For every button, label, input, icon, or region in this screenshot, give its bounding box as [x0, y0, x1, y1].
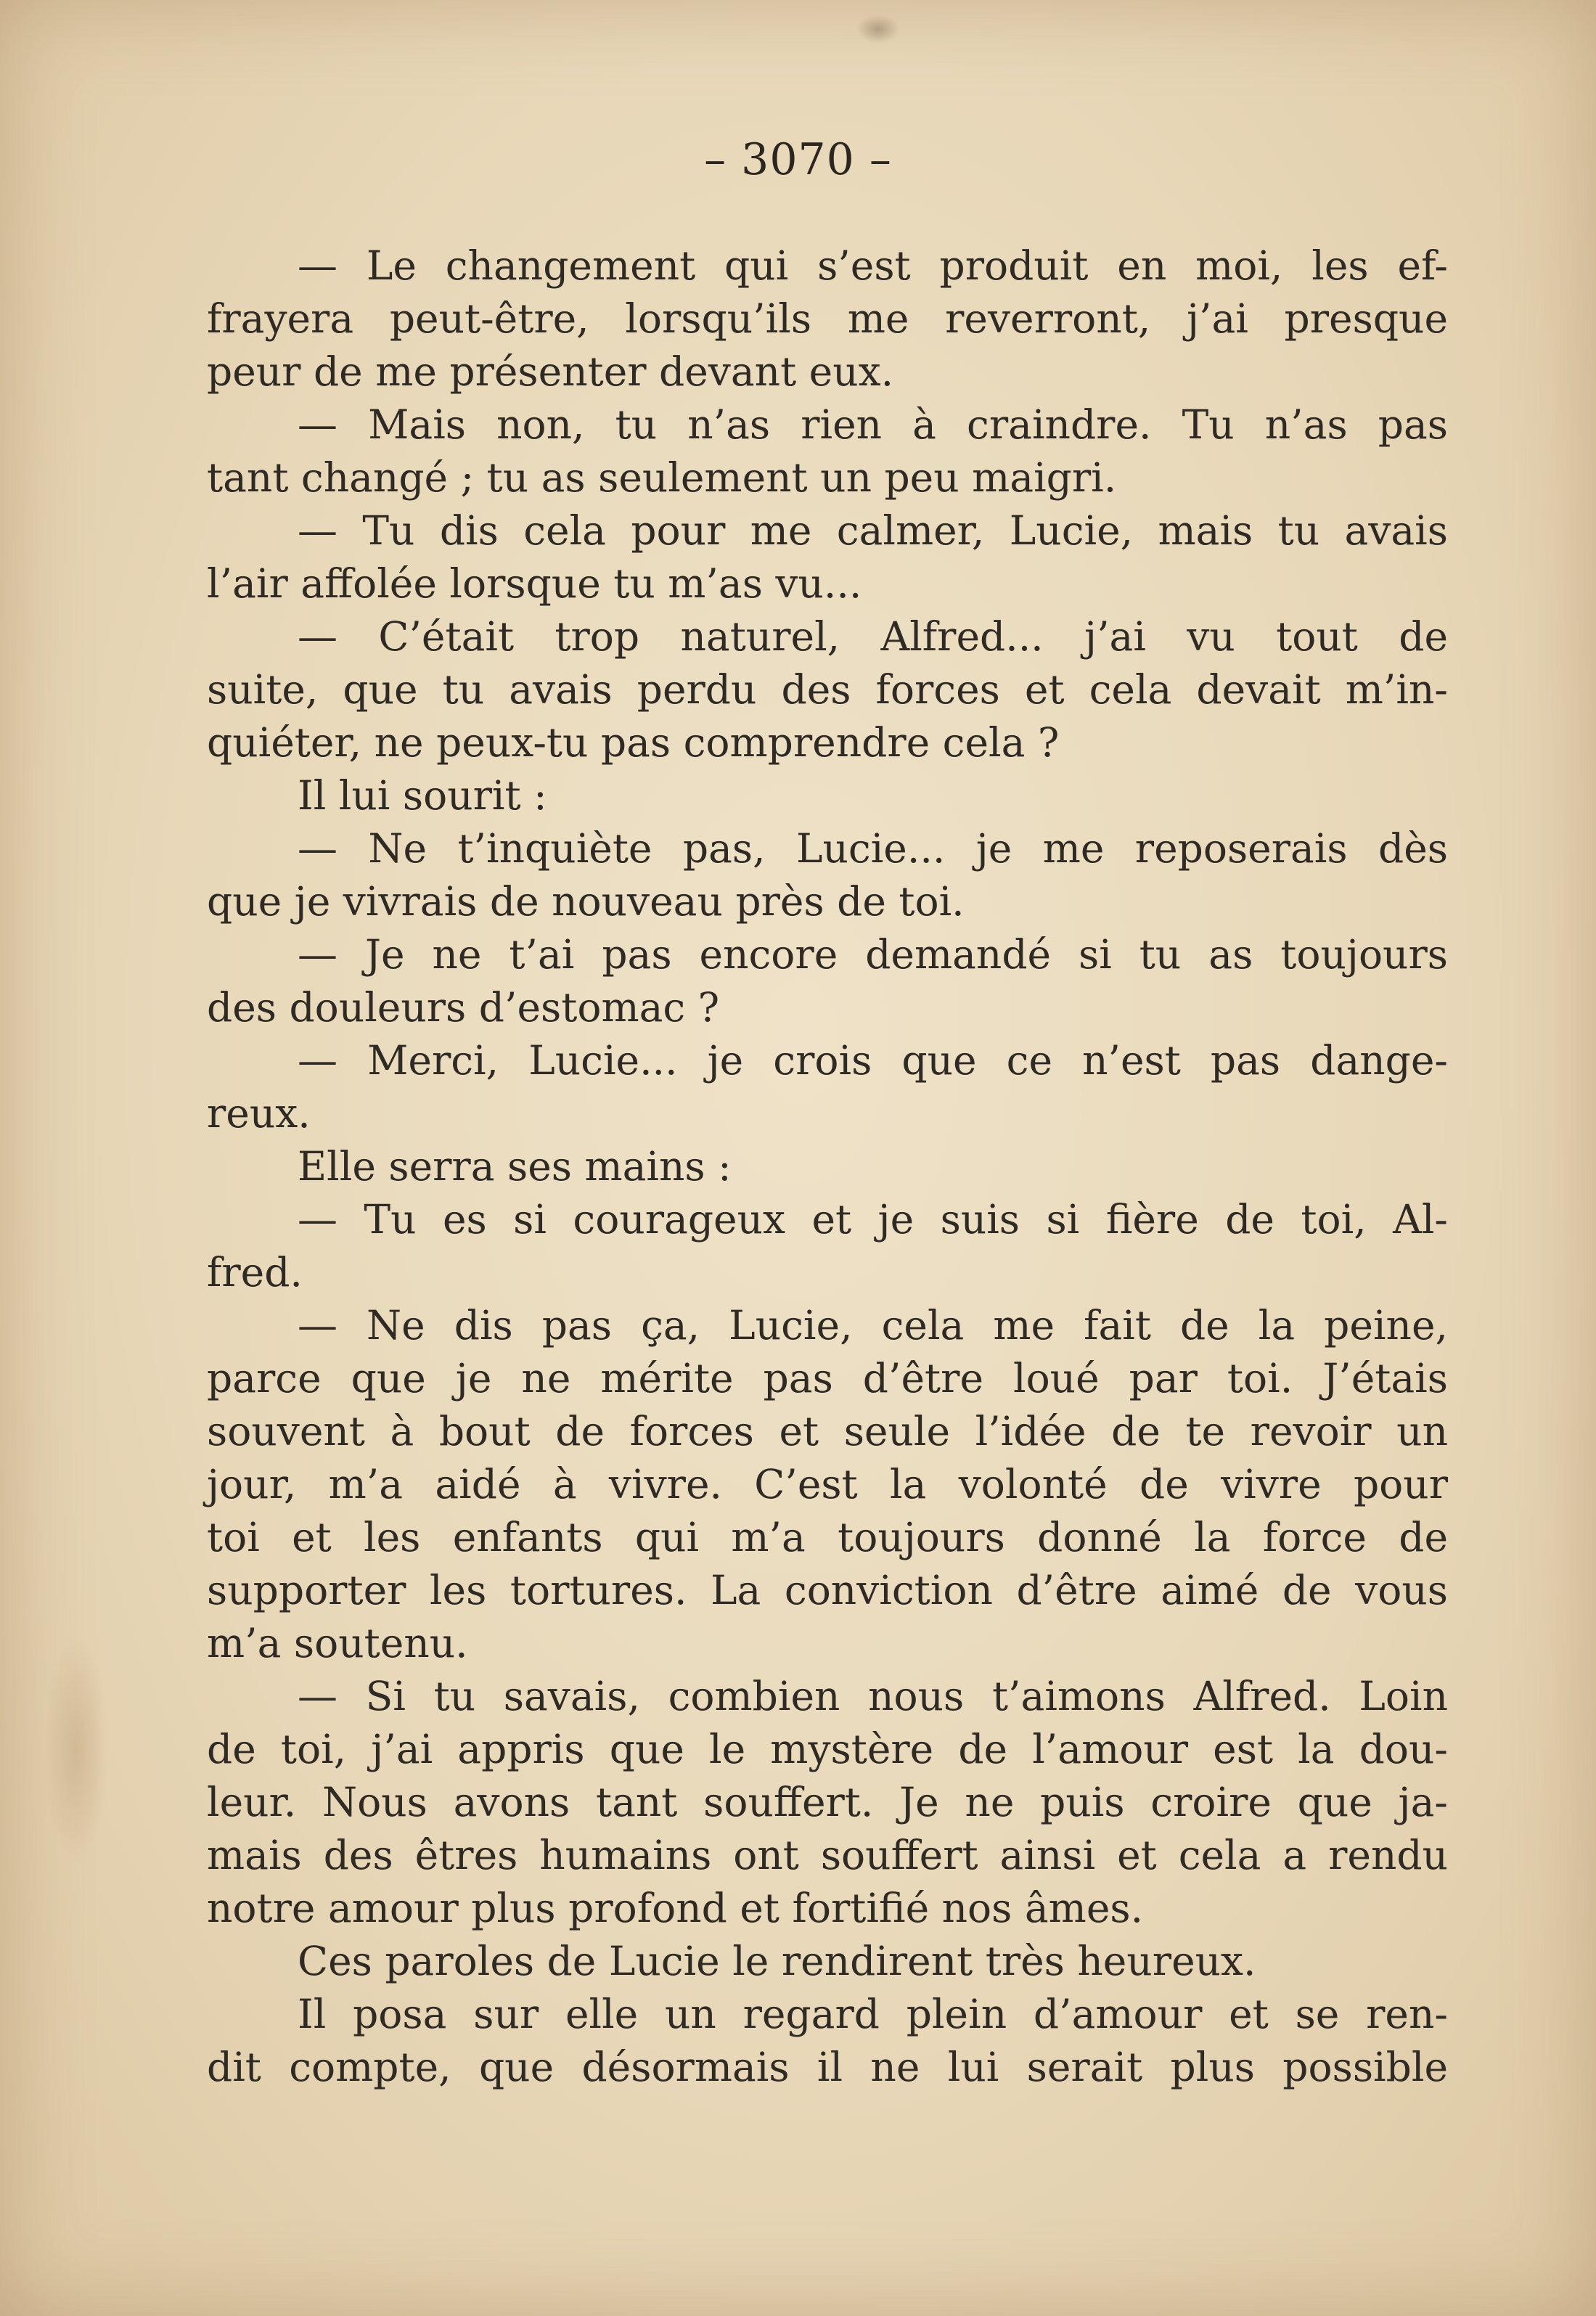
text-line: quiéter, ne peux-tu pas comprendre cela ?	[207, 719, 1060, 766]
text-line: — Mais non, tu n’as rien à craindre. Tu n’as pas	[298, 401, 1448, 448]
text-line: — Le changement qui s’est produit en moi, les ef-	[298, 242, 1448, 289]
text-line: toi et les enfants qui m’a toujours donné la force de	[207, 1514, 1448, 1560]
text-line: souvent à bout de forces et seule l’idée de te revoir un	[207, 1408, 1448, 1454]
text-line: parce que je ne mérite pas d’être loué par toi. J’étais	[207, 1355, 1448, 1402]
text-line: — Si tu savais, combien nous t’aimons Alfred. Loin	[298, 1673, 1448, 1719]
body-text	[207, 240, 1448, 2094]
text-line: notre amour plus profond et fortifié nos âmes.	[207, 1885, 1144, 1931]
text-line: jour, m’a aidé à vivre. C’est la volonté de vivre pour	[207, 1461, 1448, 1507]
text-line: fred.	[207, 1249, 303, 1296]
text-line: tant changé ; tu as seulement un peu maigri.	[207, 454, 1117, 501]
text-line: supporter les tortures. La conviction d’être aimé de vous	[207, 1567, 1448, 1613]
text-line: — C’était trop naturel, Alfred... j’ai vu tout de	[298, 613, 1448, 660]
text-line: — Je ne t’ai pas encore demandé si tu as toujours	[298, 931, 1448, 978]
text-line: leur. Nous avons tant souffert. Je ne puis croire que ja-	[207, 1779, 1448, 1825]
text-line: — Tu dis cela pour me calmer, Lucie, mais tu avais	[298, 507, 1448, 554]
text-line: des douleurs d’estomac ?	[207, 984, 720, 1031]
text-line: Il posa sur elle un regard plein d’amour et se ren-	[298, 1991, 1448, 2037]
text-line: suite, que tu avais perdu des forces et cela devait m’in-	[207, 666, 1448, 713]
text-line: m’a soutenu.	[207, 1620, 468, 1666]
text-line: — Merci, Lucie... je crois que ce n’est pas dange-	[298, 1037, 1448, 1084]
text-line: — Tu es si courageux et je suis si fière de toi, Al-	[298, 1196, 1448, 1243]
paper-stain	[44, 1633, 109, 1865]
text-line: Il lui sourit :	[298, 772, 547, 819]
text-line: peur de me présenter devant eux.	[207, 348, 894, 395]
page-number: – 3070 –	[704, 134, 892, 185]
text-line: frayera peut-être, lorsqu’ils me reverront, j’ai presque	[207, 295, 1448, 342]
text-line: mais des êtres humains ont souffert ainsi et cela a rendu	[207, 1832, 1448, 1878]
text-line: dit compte, que désormais il ne lui serait plus possible	[207, 2044, 1448, 2090]
text-line: Ces paroles de Lucie le rendirent très heureux.	[298, 1938, 1256, 1984]
text-line: l’air affolée lorsque tu m’as vu...	[207, 560, 862, 607]
text-line: que je vivrais de nouveau près de toi.	[207, 878, 965, 925]
text-line: de toi, j’ai appris que le mystère de l’amour est la dou-	[207, 1726, 1448, 1772]
text-line: — Ne t’inquiète pas, Lucie... je me reposerais dès	[298, 825, 1448, 872]
ink-speck	[856, 15, 900, 44]
text-line: Elle serra ses mains :	[298, 1143, 732, 1190]
text-line: — Ne dis pas ça, Lucie, cela me fait de la peine,	[298, 1302, 1448, 1349]
text-line: reux.	[207, 1090, 311, 1137]
